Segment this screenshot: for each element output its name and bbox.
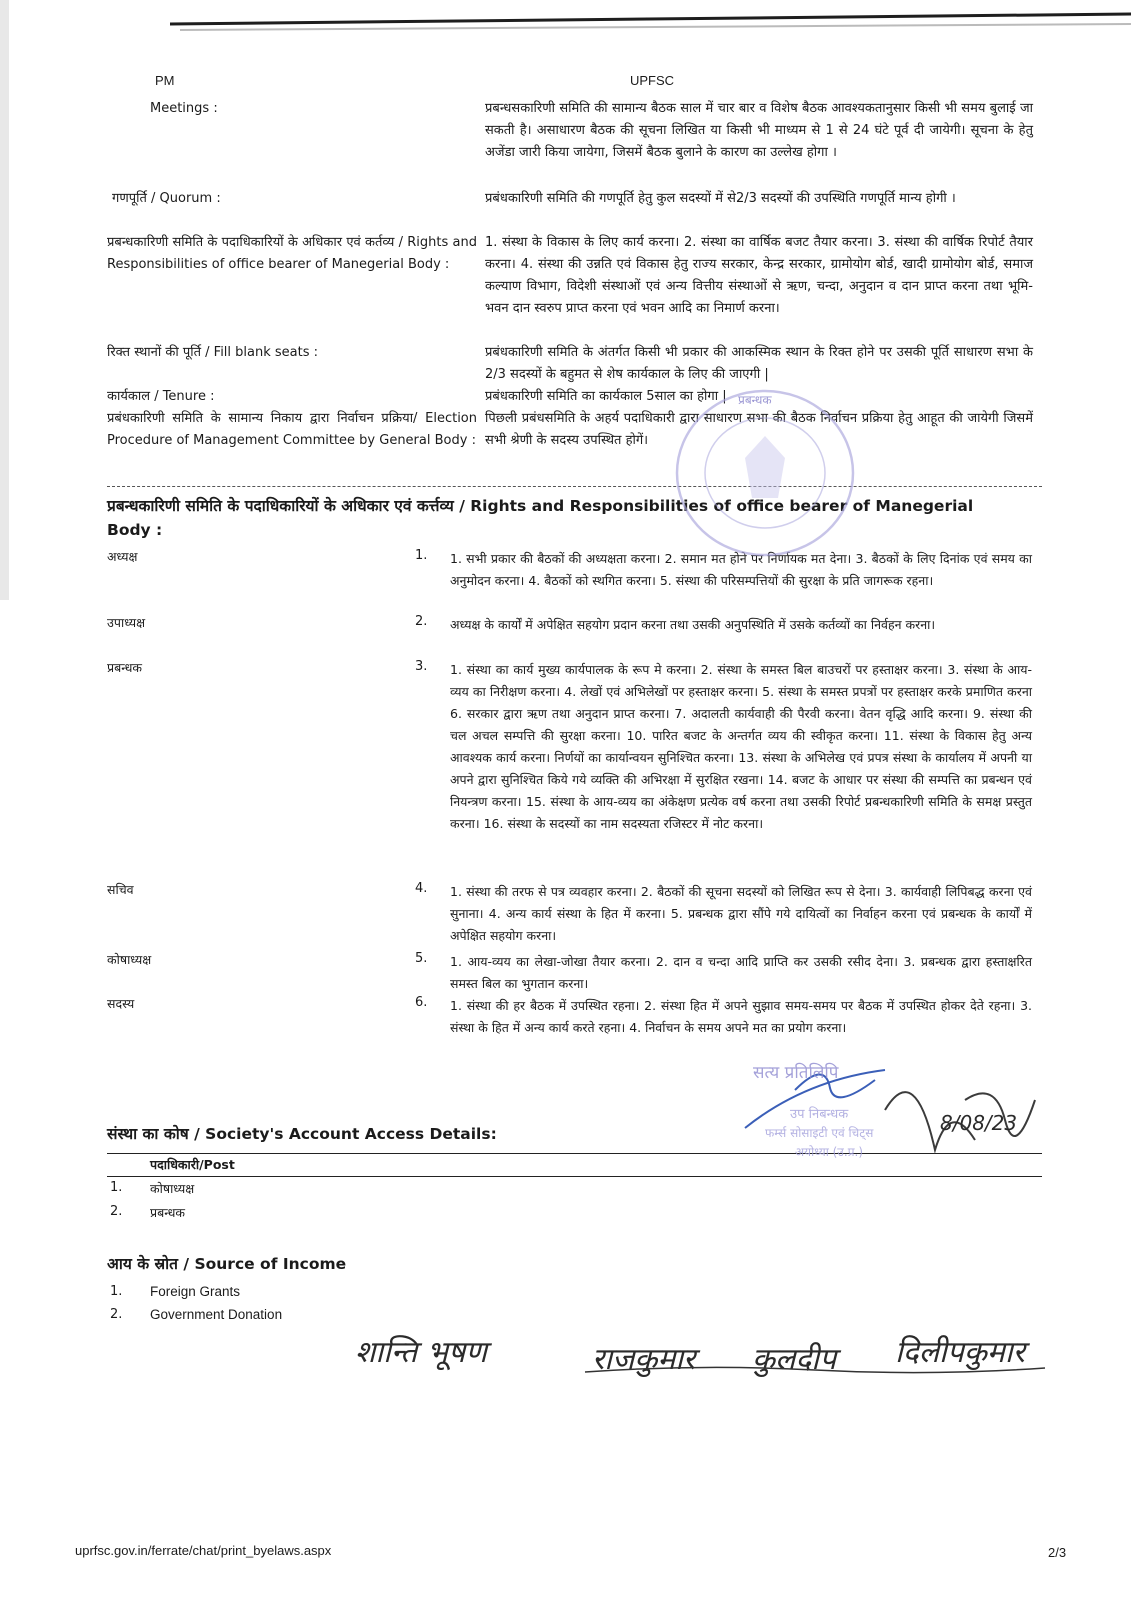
row-number: 4. xyxy=(415,881,428,896)
post-secretary: सचिव xyxy=(107,882,134,897)
rights-label: प्रबन्धकारिणी समिति के पदाधिकारियों के अधिकार एवं कर्तव्य / Rights and Responsibilities of office bearer of Manegerial Body : xyxy=(107,235,477,272)
section-divider xyxy=(107,486,1042,487)
attestation-line-3: फर्म्स सोसाइटी एवं चिट्स xyxy=(765,1126,874,1140)
income-section-title: आय के स्रोत / Source of Income xyxy=(107,1255,347,1273)
row-number: 5. xyxy=(415,951,428,966)
election-value: पिछली प्रबंधसमिति के अहर्य पदाधिकारी द्वारा साधारण सभा की बैठक निर्वाचन प्रक्रिया हेतु आहूत की जायेगी जिसमें सभी श्रेणी के सदस्य उपस्थित होगें। xyxy=(485,411,1033,448)
post-manager: प्रबन्धक xyxy=(107,660,143,675)
attestation-line-4: अयोध्या (उ.प्र.) xyxy=(795,1145,864,1159)
fill-seats-value: प्रबंधकारिणी समिति के अंतर्गत किसी भी प्रकार की आकस्मिक स्थान के रिक्त होने पर उसकी पूर्ति साधारण सभा के 2/3 सदस्यों के बहुमत से शेष कार्यकाल के लिए की जाएगी | xyxy=(485,345,1033,382)
post-member: सदस्य xyxy=(107,996,135,1011)
quorum-label: गणपूर्ति / Quorum : xyxy=(112,191,221,206)
account-column-header: पदाधिकारी/Post xyxy=(150,1157,235,1172)
row-number: 2. xyxy=(415,614,428,629)
duties-treasurer: 1. आय-व्यय का लेखा-जोखा तैयार करना। 2. दान व चन्दा आदि प्राप्ति कर उसकी रसीद देना। 3. प्रबन्धक द्वारा हस्ताक्षरित समस्त बिल का भुगतान करना। xyxy=(450,954,1032,991)
footer-url: uprfsc.gov.in/ferrate/chat/print_byelaws.aspx xyxy=(75,1543,332,1558)
meetings-label: Meetings : xyxy=(150,101,218,116)
footer-page-number: 2/3 xyxy=(1048,1545,1067,1560)
round-seal-stamp xyxy=(660,378,870,568)
signature-3: कुलदीप xyxy=(752,1342,837,1377)
income-row-number: 2. xyxy=(110,1307,123,1322)
income-source-government-donation: Government Donation xyxy=(150,1307,283,1322)
election-label: प्रबंधकारिणी समिति के सामान्य निकाय द्वारा निर्वाचन प्रक्रिया/ Election Procedure of Management Committee by General Body : xyxy=(107,411,477,448)
signature-1: शान्ति भूषण xyxy=(355,1335,487,1370)
attestation-line-1: सत्य प्रतिलिपि xyxy=(753,1063,839,1083)
rights-section-title: प्रबन्धकारिणी समिति के पदाधिकारियों के अधिकार एवं कर्त्तव्य / Rights and Responsibilities of office bearer of Manegerial Body : xyxy=(107,497,974,539)
tenure-label: कार्यकाल / Tenure : xyxy=(107,389,215,404)
header-left: PM xyxy=(155,73,175,88)
account-row-number: 1. xyxy=(110,1180,123,1195)
row-number: 3. xyxy=(415,659,428,674)
duties-vice-president: अध्यक्ष के कार्यों में अपेक्षित सहयोग प्रदान करना तथा उसकी अनुपस्थिति में उसके कर्तव्यों का निर्वहन करना। xyxy=(450,617,936,632)
account-row-number: 2. xyxy=(110,1204,123,1219)
income-row-number: 1. xyxy=(110,1284,123,1299)
row-number: 1. xyxy=(415,548,428,563)
fill-seats-label: रिक्त स्थानों की पूर्ति / Fill blank seats : xyxy=(107,345,319,360)
signature-2: राजकुमार xyxy=(592,1342,696,1377)
signature-4: दिलीपकुमार xyxy=(895,1335,1025,1370)
signature-underline xyxy=(580,1360,1050,1380)
income-source-foreign-grants: Foreign Grants xyxy=(150,1284,241,1299)
account-section-title: संस्था का कोष / Society's Account Access Details: xyxy=(107,1125,497,1143)
attestation-date: 8/08/23 xyxy=(940,1111,1018,1135)
duties-secretary: 1. संस्था की तरफ से पत्र व्यवहार करना। 2. बैठकों की सूचना सदस्यों को लिखित रूप से देना। 3. कार्यवाही लिपिबद्ध करना एवं सुनाना। 4. अन्य कार्य संस्था के हित में करना। 5. प्रबन्धक द्वारा सौंपे गये दायित्वों का निर्वाहन करना एवं प्रबन्धक के कार्यों में अपेक्षित सहयोग करना। xyxy=(450,884,1032,943)
post-treasurer: कोषाध्यक्ष xyxy=(107,952,152,967)
account-post-manager: प्रबन्धक xyxy=(150,1205,186,1220)
account-post-treasurer: कोषाध्यक्ष xyxy=(150,1181,195,1196)
attestation-stamp xyxy=(735,1040,1055,1190)
post-vice-president: उपाध्यक्ष xyxy=(107,615,146,630)
attestation-line-2: उप निबन्धक xyxy=(790,1107,849,1122)
header-center: UPFSC xyxy=(630,73,675,88)
tenure-value: प्रबंधकारिणी समिति का कार्यकाल 5साल का होगा | xyxy=(485,389,727,404)
post-president: अध्यक्ष xyxy=(107,549,138,564)
duties-president: 1. सभी प्रकार की बैठकों की अध्यक्षता करना। 2. समान मत होने पर निर्णायक मत देना। 3. बैठकों के लिए दिनांक एवं समय का अनुमोदन करना। 4. बैठकों को स्थगित करना। 5. संस्था की परिसम्पत्तियों की सुरक्षा के प्रति जागरूक रहना। xyxy=(450,551,1032,588)
duties-member: 1. संस्था की हर बैठक में उपस्थित रहना। 2. संस्था हित में अपने सुझाव समय-समय पर बैठक में उपस्थित होकर देते रहना। 3. संस्था के हित में अन्य कार्य करते रहना। 4. निर्वाचन के समय अपने मत का प्रयोग करना। xyxy=(450,998,1032,1035)
seal-text: प्रबन्धक xyxy=(738,393,772,407)
duties-manager: 1. संस्था का कार्य मुख्य कार्यपालक के रूप मे करना। 2. संस्था के समस्त बिल बाउचरों पर हस्ताक्षर करना। 3. संस्था के आय-व्यय का निरीक्षण करना। 4. लेखों एवं अभिलेखों पर हस्ताक्षर करना। 5. संस्था के समस्त प्रपत्रों पर हस्ताक्षर करके प्रमाणित करना 6. सरकार द्वारा ऋण तथा अनुदान प्राप्त करना। 7. अदालती कार्यवाही की पैरवी करना। वेतन वृद्धि आदि करना। 9. संस्था की चल अचल सम्पत्ति की सुरक्षा करना। 10. पारित बजट के अन्तर्गत व्यय की स्वीकृत करना। 11. संस्था के विकास हेतु अन्य आवश्यक कार्य करना। निर्णयों का कार्यान्वयन सुनिश्चित करना। 13. संस्था के अभिलेख एवं प्रपत्र संस्था के कार्यालय में अपनी या अपने द्वारा सुनिश्चित किये गये व्यक्ति की अभिरक्षा में सुरक्षित रखना। 14. बजट के आधार पर संस्था की सम्पत्ति का प्रबन्धन एवं नियन्त्रण करना। 15. संस्था के आय-व्यय का अंकेक्षण प्रत्येक वर्ष करना तथा उसकी रिपोर्ट प्रबन्धकारिणी समिति के समक्ष प्रस्तुत करना। 16. संस्था के सदस्यों का नाम सदस्यता रजिस्टर में नोट करना। xyxy=(450,662,1032,831)
meetings-value: प्रबन्धसकारिणी समिति की सामान्य बैठक साल में चार बार व विशेष बैठक आवश्यकतानुसार किसी भी समय बुलाई जा सकती है। असाधारण बैठक की सूचना लिखित या किसी भी माध्यम से 1 से 24 घंटे पूर्व दी जायेगी। सूचना के हेतु अजेंडा जारी किया जायेगा, जिसमें बैठक बुलाने के कारण का उल्लेख होगा । xyxy=(485,101,1033,160)
row-number: 6. xyxy=(415,995,428,1010)
rights-value: 1. संस्था के विकास के लिए कार्य करना। 2. संस्था का वार्षिक बजट तैयार करना। 3. संस्था की वार्षिक रिपोर्ट तैयार करना। 4. संस्था की उन्नति एवं विकास हेतु राज्य सरकार, केन्द्र सरकार, ग्रामोयोग बोर्ड, खादी ग्रामोयोग बोर्ड, समाज कल्याण विभाग, विदेशी संस्थाओं एवं अन्य वित्तीय संस्थाओं से ऋण, चन्दा, अनुदान व दान प्राप्त करना तथा भूमि-भवन दान स्वरुप प्राप्त करना एवं भवन आदि का निमार्ण करना। xyxy=(485,235,1033,316)
quorum-value: प्रबंधकारिणी समिति की गणपूर्ति हेतु कुल सदस्यों में से2/3 सदस्यों की उपस्थिति गणपूर्ति मान्य होगी । xyxy=(485,191,956,206)
